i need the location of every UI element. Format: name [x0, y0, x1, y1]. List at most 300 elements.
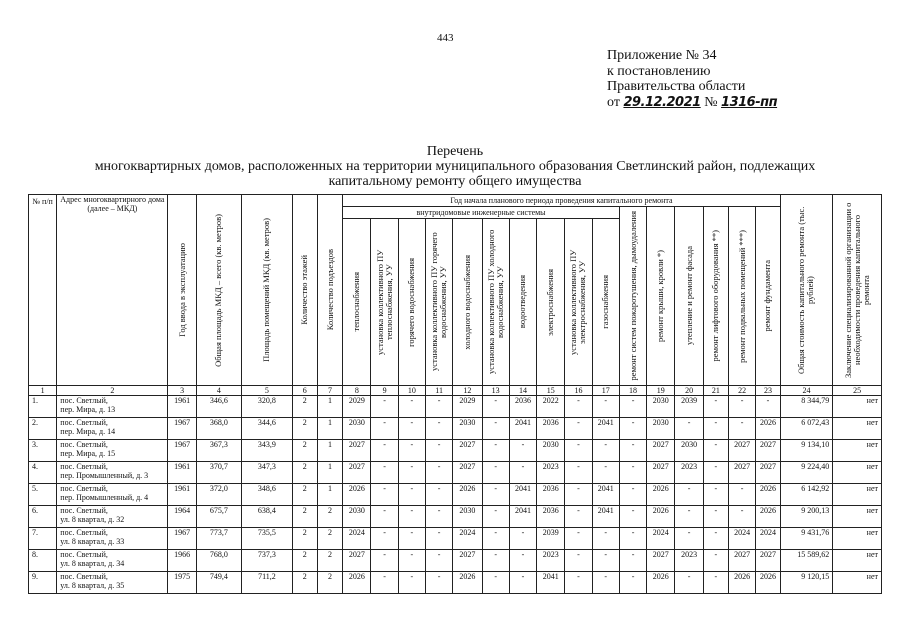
cell-c20: -	[675, 506, 703, 528]
cell-concl: нет	[833, 550, 882, 572]
cell-c16: -	[565, 484, 592, 506]
table-row	[29, 418, 882, 440]
cell-year: 1967	[168, 418, 196, 440]
cell-c17: 2041	[592, 418, 619, 440]
cell-c13: -	[482, 506, 509, 528]
address-settlement: пос. Светлый,	[60, 572, 108, 581]
address-street: пер. Промышленный, д. 4	[60, 493, 149, 502]
col-conclusion-header: Заключение специализированной организации о необходимости проведения капитального ремонта	[833, 195, 882, 386]
cell-year: 1975	[168, 572, 196, 594]
cell-floors: 2	[292, 572, 317, 594]
cell-c18: -	[619, 440, 646, 462]
cell-c21: -	[703, 528, 728, 550]
cell-c14: -	[509, 550, 536, 572]
cell-c8: 2027	[343, 440, 371, 462]
cell-c15: 2036	[537, 418, 565, 440]
appendix-line-2: к постановлению	[607, 63, 711, 79]
cell-cost: 9 134,10	[780, 440, 833, 462]
cell-cost: 9 224,40	[780, 462, 833, 484]
cell-c22: 2027	[728, 550, 755, 572]
cell-c19: 2027	[647, 550, 675, 572]
cell-cost: 9 120,15	[780, 572, 833, 594]
cell-c17: -	[592, 440, 619, 462]
cell-concl: нет	[833, 418, 882, 440]
column-number-cell: 24	[780, 386, 833, 396]
column-number-cell: 1	[29, 386, 57, 396]
cell-c9: -	[371, 506, 398, 528]
cell-c20: 2030	[675, 440, 703, 462]
column-number-cell: 9	[371, 386, 398, 396]
table-row	[29, 506, 882, 528]
cell-c8: 2027	[343, 550, 371, 572]
cell-ent: 1	[317, 418, 342, 440]
cell-c14: -	[509, 528, 536, 550]
cell-year: 1964	[168, 506, 196, 528]
cell-floors: 2	[292, 440, 317, 462]
cell-ent: 2	[317, 550, 342, 572]
column-number-cell: 10	[398, 386, 425, 396]
cell-idx: 9.	[29, 572, 57, 594]
cell-idx: 5.	[29, 484, 57, 506]
document-subtitle-line-1: многоквартирных домов, расположенных на территории муниципального образования Светлинский район, подлежащих	[94, 159, 816, 174]
cell-c21: -	[703, 572, 728, 594]
address-street: ул. 8 квартал, д. 34	[60, 559, 125, 568]
column-number-cell: 22	[728, 386, 755, 396]
cell-c18: -	[619, 396, 646, 418]
cell-c10: -	[398, 484, 425, 506]
cell-c14: 2041	[509, 506, 536, 528]
cell-c15: 2039	[537, 528, 565, 550]
col-roof-header: ремонт крыши, кровли *)	[647, 207, 675, 386]
cell-c9: -	[371, 440, 398, 462]
cell-c11: -	[425, 506, 452, 528]
column-number-cell: 17	[592, 386, 619, 396]
col-cost-header: Общая стоимость капитального ремонта (тыс. рублей)	[780, 195, 833, 386]
cell-idx: 8.	[29, 550, 57, 572]
cell-c16: -	[565, 440, 592, 462]
column-number-cell: 5	[242, 386, 293, 396]
col-cold-water-header: холодного водоснабжения	[453, 219, 482, 386]
address-settlement: пос. Светлый,	[60, 462, 108, 471]
cell-c16: -	[565, 462, 592, 484]
document-subtitle-line-2: капитальному ремонту общего имущества	[328, 174, 582, 189]
table-row	[29, 396, 882, 418]
address-settlement: пос. Светлый,	[60, 396, 108, 405]
cell-c16: -	[565, 572, 592, 594]
cell-year: 1967	[168, 440, 196, 462]
cell-c23: 2027	[756, 440, 780, 462]
cell-c12: 2027	[453, 440, 482, 462]
column-number-cell: 8	[343, 386, 371, 396]
cell-c16: -	[565, 506, 592, 528]
cell-c23: 2026	[756, 572, 780, 594]
handwritten-number: 1316-пп	[721, 94, 778, 110]
cell-ent: 1	[317, 484, 342, 506]
cell-prem: 737,3	[242, 550, 293, 572]
address-street: ул. 8 квартал, д. 33	[60, 537, 125, 546]
col-cold-water-meter-header: установка коллективного ПУ холодного водоснабжения, УУ	[482, 219, 509, 386]
cell-cost: 6 142,92	[780, 484, 833, 506]
cell-cost: 15 589,62	[780, 550, 833, 572]
address-cell	[57, 440, 168, 462]
cell-c16: -	[565, 550, 592, 572]
cell-c17: -	[592, 396, 619, 418]
handwritten-date: 29.12.2021	[623, 94, 701, 110]
cell-concl: нет	[833, 506, 882, 528]
address-settlement: пос. Светлый,	[60, 440, 108, 449]
cell-concl: нет	[833, 528, 882, 550]
table-row	[29, 440, 882, 462]
cell-ent: 2	[317, 572, 342, 594]
cell-c18: -	[619, 528, 646, 550]
cell-c8: 2030	[343, 506, 371, 528]
cell-c21: -	[703, 418, 728, 440]
col-address-header: Адрес многоквартирного дома (далее – МКД)	[57, 195, 168, 386]
cell-ent: 2	[317, 506, 342, 528]
address-cell	[57, 396, 168, 418]
cell-c15: 2023	[537, 462, 565, 484]
cell-prem: 348,6	[242, 484, 293, 506]
col-electricity-header: электроснабжения	[537, 219, 565, 386]
period-group-header: Год начала планового периода проведения капитального ремонта	[343, 195, 781, 207]
cell-c19: 2027	[647, 462, 675, 484]
address-cell	[57, 528, 168, 550]
cell-floors: 2	[292, 396, 317, 418]
table-row	[29, 528, 882, 550]
cell-c16: -	[565, 528, 592, 550]
cell-c21: -	[703, 440, 728, 462]
systems-group-header: внутридомовые инженерные системы	[343, 207, 620, 219]
cell-c20: -	[675, 572, 703, 594]
column-number-cell: 15	[537, 386, 565, 396]
column-number-cell: 23	[756, 386, 780, 396]
cell-total: 370,7	[196, 462, 241, 484]
cell-total: 346,6	[196, 396, 241, 418]
column-number-cell: 11	[425, 386, 452, 396]
appendix-line-1: Приложение № 34	[607, 48, 717, 63]
col-basement-header: ремонт подвальных помещений ***)	[728, 207, 755, 386]
col-foundation-header: ремонт фундамента	[756, 207, 780, 386]
cell-total: 675,7	[196, 506, 241, 528]
cell-c10: -	[398, 550, 425, 572]
cell-c9: -	[371, 572, 398, 594]
cell-concl: нет	[833, 462, 882, 484]
address-settlement: пос. Светлый,	[60, 418, 108, 427]
cell-c17: -	[592, 550, 619, 572]
cell-c11: -	[425, 396, 452, 418]
cell-floors: 2	[292, 484, 317, 506]
cell-c17: -	[592, 572, 619, 594]
cell-cost: 6 072,43	[780, 418, 833, 440]
cell-year: 1966	[168, 550, 196, 572]
address-settlement: пос. Светлый,	[60, 528, 108, 537]
cell-c15: 2030	[537, 440, 565, 462]
address-cell	[57, 418, 168, 440]
address-street: пер. Промышленный, д. 3	[60, 471, 149, 480]
address-street: пер. Мира, д. 14	[60, 427, 116, 436]
cell-c23: 2027	[756, 550, 780, 572]
cell-c12: 2030	[453, 418, 482, 440]
cell-prem: 735,5	[242, 528, 293, 550]
cell-c22: 2027	[728, 462, 755, 484]
cell-c22: 2026	[728, 572, 755, 594]
cell-c22: -	[728, 396, 755, 418]
cell-c23: 2026	[756, 484, 780, 506]
cell-c20: -	[675, 484, 703, 506]
col-hot-water-header: горячего водоснабжения	[398, 219, 425, 386]
cell-prem: 320,8	[242, 396, 293, 418]
column-number-cell: 21	[703, 386, 728, 396]
cell-c16: -	[565, 396, 592, 418]
col-total-area-header: Общая площадь МКД – всего (кв. метров)	[196, 195, 241, 386]
cell-c11: -	[425, 550, 452, 572]
column-number-cell: 13	[482, 386, 509, 396]
column-number-cell: 3	[168, 386, 196, 396]
column-number-cell: 18	[619, 386, 646, 396]
cell-c8: 2024	[343, 528, 371, 550]
cell-c22: -	[728, 484, 755, 506]
cell-year: 1961	[168, 396, 196, 418]
address-settlement: пос. Светлый,	[60, 506, 108, 515]
column-number-cell: 7	[317, 386, 342, 396]
houses-table	[28, 194, 882, 594]
cell-cost: 8 344,79	[780, 396, 833, 418]
appendix-line-3: Правительства области	[607, 79, 746, 94]
cell-cost: 9 431,76	[780, 528, 833, 550]
cell-idx: 1.	[29, 396, 57, 418]
date-prefix: от	[607, 94, 620, 110]
cell-c14: -	[509, 440, 536, 462]
cell-c21: -	[703, 484, 728, 506]
cell-total: 773,7	[196, 528, 241, 550]
address-settlement: пос. Светлый,	[60, 550, 108, 559]
column-number-cell: 2	[57, 386, 168, 396]
cell-floors: 2	[292, 550, 317, 572]
cell-year: 1961	[168, 462, 196, 484]
cell-c20: -	[675, 528, 703, 550]
col-entrances-header: Количество подъездов	[317, 195, 342, 386]
cell-c14: 2036	[509, 396, 536, 418]
cell-c19: 2027	[647, 440, 675, 462]
cell-floors: 2	[292, 418, 317, 440]
cell-floors: 2	[292, 506, 317, 528]
cell-c15: 2041	[537, 572, 565, 594]
number-prefix: №	[704, 94, 718, 110]
col-floors-header: Количество этажей	[292, 195, 317, 386]
cell-c9: -	[371, 396, 398, 418]
cell-c11: -	[425, 462, 452, 484]
address-street: ул. 8 квартал, д. 32	[60, 515, 125, 524]
address-cell	[57, 550, 168, 572]
cell-c9: -	[371, 528, 398, 550]
cell-c11: -	[425, 528, 452, 550]
cell-c12: 2029	[453, 396, 482, 418]
cell-c13: -	[482, 550, 509, 572]
cell-c18: -	[619, 550, 646, 572]
col-electricity-meter-header: установка коллективного ПУ электроснабжения, УУ	[565, 219, 592, 386]
cell-prem: 347,3	[242, 462, 293, 484]
cell-c20: 2023	[675, 462, 703, 484]
cell-c12: 2026	[453, 484, 482, 506]
cell-c22: -	[728, 418, 755, 440]
address-cell	[57, 506, 168, 528]
cell-c12: 2027	[453, 550, 482, 572]
table-row	[29, 572, 882, 594]
col-gas-header: газоснабжения	[592, 219, 619, 386]
appendix-block	[607, 48, 777, 110]
cell-floors: 2	[292, 462, 317, 484]
cell-idx: 6.	[29, 506, 57, 528]
address-cell	[57, 572, 168, 594]
cell-c8: 2027	[343, 462, 371, 484]
column-number-cell: 4	[196, 386, 241, 396]
cell-c9: -	[371, 418, 398, 440]
cell-c8: 2030	[343, 418, 371, 440]
cell-total: 768,0	[196, 550, 241, 572]
cell-c8: 2026	[343, 484, 371, 506]
cell-c23: -	[756, 396, 780, 418]
cell-cost: 9 200,13	[780, 506, 833, 528]
cell-c9: -	[371, 484, 398, 506]
cell-idx: 2.	[29, 418, 57, 440]
cell-total: 749,4	[196, 572, 241, 594]
cell-c21: -	[703, 506, 728, 528]
cell-c13: -	[482, 484, 509, 506]
cell-total: 368,0	[196, 418, 241, 440]
column-number-cell: 19	[647, 386, 675, 396]
cell-c13: -	[482, 440, 509, 462]
cell-ent: 1	[317, 462, 342, 484]
cell-c13: -	[482, 528, 509, 550]
cell-c17: -	[592, 462, 619, 484]
cell-c23: 2026	[756, 506, 780, 528]
address-cell	[57, 462, 168, 484]
cell-c10: -	[398, 572, 425, 594]
cell-c10: -	[398, 462, 425, 484]
cell-c8: 2026	[343, 572, 371, 594]
cell-c10: -	[398, 418, 425, 440]
address-street: пер. Мира, д. 15	[60, 449, 116, 458]
cell-c11: -	[425, 572, 452, 594]
cell-c19: 2026	[647, 572, 675, 594]
cell-c9: -	[371, 462, 398, 484]
address-street: ул. 8 квартал, д. 35	[60, 581, 125, 590]
table-row	[29, 462, 882, 484]
cell-c17: -	[592, 528, 619, 550]
cell-c23: 2026	[756, 418, 780, 440]
cell-c18: -	[619, 462, 646, 484]
cell-concl: нет	[833, 484, 882, 506]
col-heating-meter-header: установка коллективного ПУ теплоснабжения, УУ	[371, 219, 398, 386]
col-facade-header: утепление и ремонт фасада	[675, 207, 703, 386]
table-row	[29, 550, 882, 572]
cell-c17: 2041	[592, 484, 619, 506]
cell-c12: 2024	[453, 528, 482, 550]
cell-c21: -	[703, 550, 728, 572]
column-number-cell: 20	[675, 386, 703, 396]
cell-ent: 1	[317, 396, 342, 418]
cell-prem: 711,2	[242, 572, 293, 594]
cell-c15: 2022	[537, 396, 565, 418]
cell-c21: -	[703, 396, 728, 418]
cell-c20: -	[675, 418, 703, 440]
cell-c12: 2030	[453, 506, 482, 528]
cell-c19: 2026	[647, 506, 675, 528]
table-body	[29, 396, 882, 594]
cell-c14: 2041	[509, 418, 536, 440]
document-title: Перечень	[426, 144, 484, 159]
col-premises-area-header: Площадь помещений МКД (кв. метров)	[242, 195, 293, 386]
cell-c12: 2026	[453, 572, 482, 594]
cell-prem: 343,9	[242, 440, 293, 462]
cell-c19: 2024	[647, 528, 675, 550]
cell-c12: 2027	[453, 462, 482, 484]
cell-c10: -	[398, 506, 425, 528]
cell-c18: -	[619, 572, 646, 594]
cell-c15: 2023	[537, 550, 565, 572]
cell-floors: 2	[292, 528, 317, 550]
cell-year: 1961	[168, 484, 196, 506]
cell-c18: -	[619, 418, 646, 440]
cell-prem: 638,4	[242, 506, 293, 528]
cell-c22: -	[728, 506, 755, 528]
cell-concl: нет	[833, 572, 882, 594]
appendix-date-line	[607, 95, 777, 111]
cell-c11: -	[425, 418, 452, 440]
cell-concl: нет	[833, 396, 882, 418]
cell-c16: -	[565, 418, 592, 440]
cell-idx: 7.	[29, 528, 57, 550]
cell-c13: -	[482, 462, 509, 484]
column-number-cell: 12	[453, 386, 482, 396]
cell-c23: 2024	[756, 528, 780, 550]
col-elevator-header: ремонт лифтового оборудования **)	[703, 207, 728, 386]
cell-ent: 1	[317, 440, 342, 462]
cell-c8: 2029	[343, 396, 371, 418]
table-row	[29, 484, 882, 506]
cell-c19: 2030	[647, 396, 675, 418]
cell-c13: -	[482, 396, 509, 418]
cell-c22: 2024	[728, 528, 755, 550]
cell-idx: 4.	[29, 462, 57, 484]
cell-c11: -	[425, 484, 452, 506]
cell-c17: 2041	[592, 506, 619, 528]
cell-concl: нет	[833, 440, 882, 462]
cell-c13: -	[482, 572, 509, 594]
address-settlement: пос. Светлый,	[60, 484, 108, 493]
cell-idx: 3.	[29, 440, 57, 462]
col-year-header: Год ввода в эксплуатацию	[168, 195, 196, 386]
cell-c10: -	[398, 396, 425, 418]
col-fire-header: ремонт систем пожаротушения, дымоудаления	[619, 207, 646, 386]
page-number: 443	[437, 32, 454, 44]
cell-c15: 2036	[537, 484, 565, 506]
cell-c19: 2026	[647, 484, 675, 506]
cell-c14: -	[509, 572, 536, 594]
column-number-cell: 25	[833, 386, 882, 396]
column-number-row	[29, 386, 882, 396]
cell-c14: -	[509, 462, 536, 484]
cell-c10: -	[398, 440, 425, 462]
col-drainage-header: водоотведения	[509, 219, 536, 386]
cell-ent: 2	[317, 528, 342, 550]
column-number-cell: 16	[565, 386, 592, 396]
cell-c20: 2039	[675, 396, 703, 418]
cell-c13: -	[482, 418, 509, 440]
address-street: пер. Мира, д. 13	[60, 405, 116, 414]
cell-c15: 2036	[537, 506, 565, 528]
cell-total: 372,0	[196, 484, 241, 506]
